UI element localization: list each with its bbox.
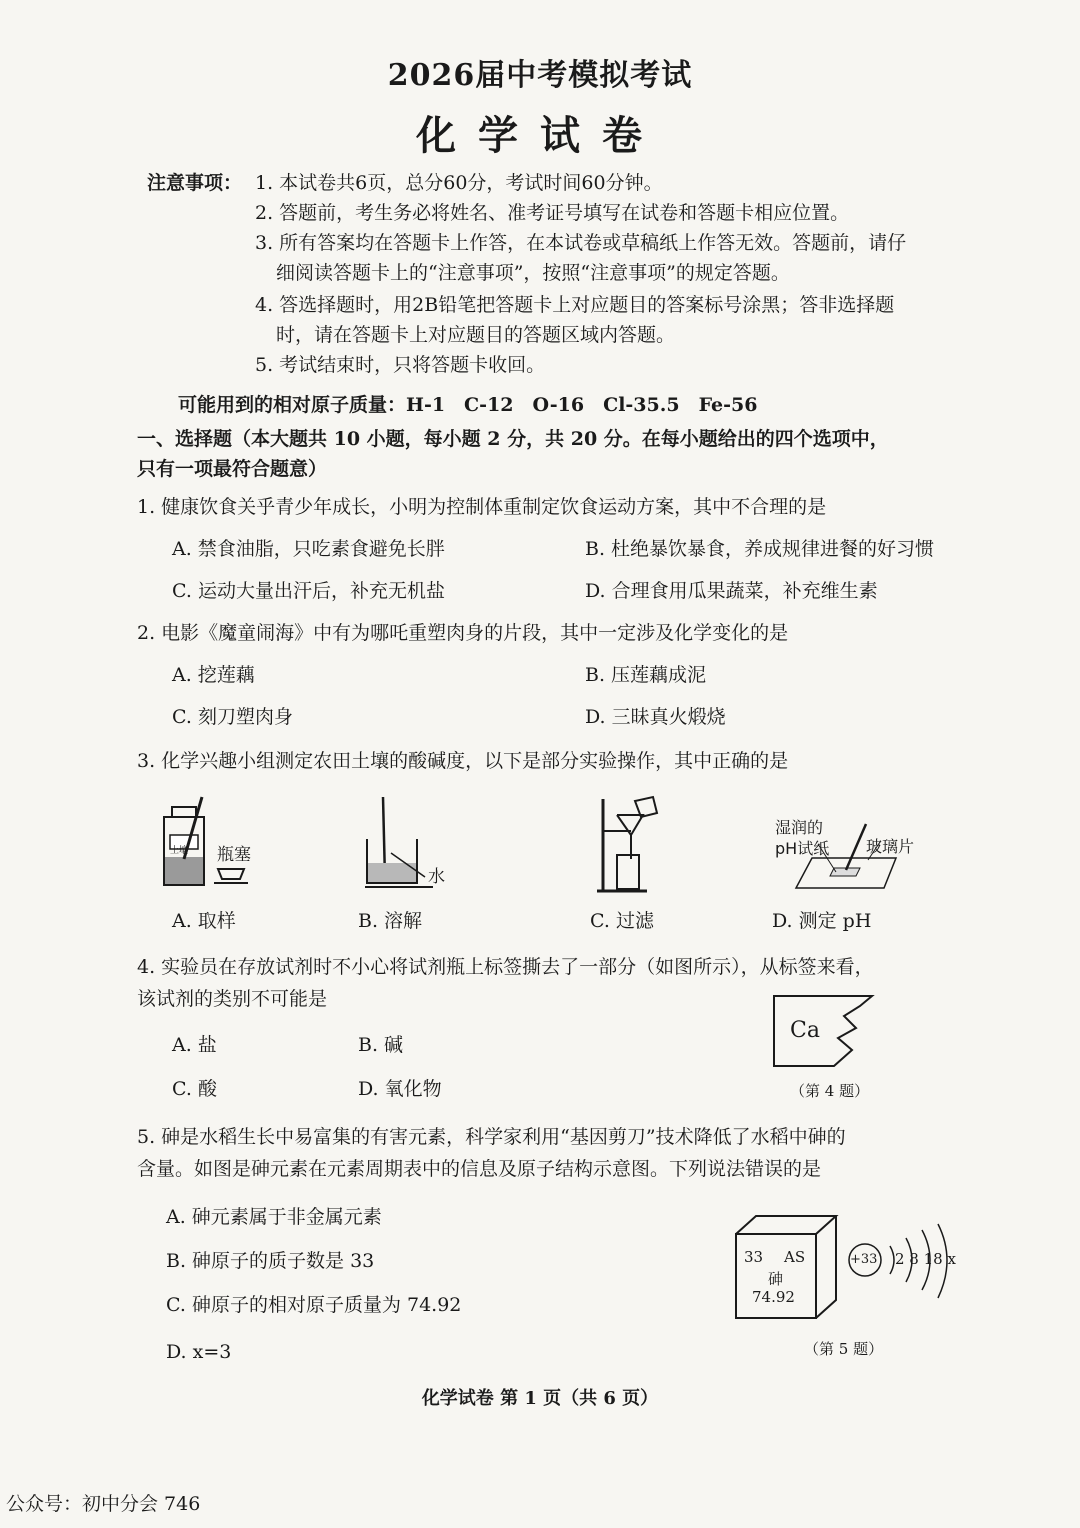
q3-fig-a-bottle-label: 土壤 xyxy=(170,846,189,856)
q2-option-a: A. 挖莲藕 xyxy=(172,664,255,686)
q5-stem: 5. 砷是水稻生长中易富集的有害元素，科学家利用“基因剪刀”技术降低了水稻中砷的 xyxy=(137,1126,846,1148)
element-symbol: AS xyxy=(784,1248,806,1266)
q3-fig-a-stopper-label: 瓶塞 xyxy=(217,845,251,865)
atomic-masses: 可能用到的相对原子质量：H-1 C-12 O-16 Cl-35.5 Fe-56 xyxy=(178,394,758,416)
section-heading-cont: 只有一项最符合题意） xyxy=(137,458,328,480)
q2-option-b: B. 压莲藕成泥 xyxy=(585,664,707,686)
notice-item-4: 4. 答选择题时，用2B铅笔把答题卡上对应题目的答案标号涂黑；答非选择题 xyxy=(255,294,895,316)
q5-option-c: C. 砷原子的相对原子质量为 74.92 xyxy=(166,1294,462,1316)
element-mass: 74.92 xyxy=(752,1288,795,1306)
element-name: 砷 xyxy=(768,1270,784,1288)
torn-label-figure xyxy=(772,994,877,1068)
q4-stem: 4. 实验员在存放试剂时不小心将试剂瓶上标签撕去了一部分（如图所示），从标签来看， xyxy=(137,956,874,978)
q1-stem: 1. 健康饮食关乎青少年成长，小明为控制体重制定饮食运动方案，其中不合理的是 xyxy=(137,496,827,518)
notice-item-2: 2. 答题前，考生务必将姓名、准考证号填写在试卷和答题卡相应位置。 xyxy=(255,202,850,224)
q4-option-c: C. 酸 xyxy=(172,1078,217,1100)
notice-item-1: 1. 本试卷共6页，总分60分，考试时间60分钟。 xyxy=(255,172,663,194)
exam-title: 2026届中考模拟考试 xyxy=(387,58,693,93)
q3-option-b: B. 溶解 xyxy=(358,910,423,932)
q4-option-d: D. 氧化物 xyxy=(358,1078,442,1100)
q5-option-a: A. 砷元素属于非金属元素 xyxy=(166,1206,382,1228)
q3-fig-d-glass-label: 玻璃片 xyxy=(866,837,915,856)
q1-option-a: A. 禁食油脂，只吃素食避免长胖 xyxy=(172,538,445,560)
watermark: 公众号：初中分会 746 xyxy=(6,1493,201,1515)
nucleus-charge: +33 xyxy=(850,1252,878,1267)
filtration-figure xyxy=(595,795,685,895)
q3-option-c: C. 过滤 xyxy=(590,910,654,932)
electron-shells: 2 8 18 x xyxy=(895,1250,956,1268)
q4-label-text: Ca xyxy=(790,1018,820,1043)
element-atomic-number: 33 xyxy=(744,1248,764,1266)
q3-fig-d-paper-label-2: pH试纸 xyxy=(775,839,830,858)
q3-option-d: D. 测定 pH xyxy=(772,910,872,932)
q4-option-b: B. 碱 xyxy=(358,1034,404,1056)
notice-label: 注意事项： xyxy=(147,172,243,194)
q5-option-b: B. 砷原子的质子数是 33 xyxy=(166,1250,375,1272)
q4-caption: （第 4 题） xyxy=(790,1082,870,1100)
notice-item-5: 5. 考试结束时，只将答题卡收回。 xyxy=(255,354,546,376)
q1-option-d: D. 合理食用瓜果蔬菜，补充维生素 xyxy=(585,580,878,602)
q3-fig-d-paper-label-1: 湿润的 xyxy=(775,818,824,837)
q4-option-a: A. 盐 xyxy=(172,1034,217,1056)
page-footer: 化学试卷 第 1 页（共 6 页） xyxy=(421,1388,659,1409)
q5-option-d: D. x=3 xyxy=(166,1341,232,1363)
section-heading: 一、选择题（本大题共 10 小题，每小题 2 分，共 20 分。在每小题给出的四个选项中， xyxy=(137,428,889,450)
q1-option-c: C. 运动大量出汗后，补充无机盐 xyxy=(172,580,445,602)
q3-stem: 3. 化学兴趣小组测定农田土壤的酸碱度，以下是部分实验操作，其中正确的是 xyxy=(137,750,789,772)
paper-subtitle: 化学试卷 xyxy=(416,112,664,159)
q1-option-b: B. 杜绝暴饮暴食，养成规律进餐的好习惯 xyxy=(585,538,935,560)
beaker-figure xyxy=(355,795,435,895)
q2-stem: 2. 电影《魔童闹海》中有为哪吒重塑肉身的片段，其中一定涉及化学变化的是 xyxy=(137,622,789,644)
notice-item-4-cont: 时，请在答题卡上对应题目的答题区域内答题。 xyxy=(276,324,676,346)
q5-stem-cont: 含量。如图是砷元素在元素周期表中的信息及原子结构示意图。下列说法错误的是 xyxy=(137,1158,822,1180)
q4-stem-cont: 该试剂的类别不可能是 xyxy=(137,988,328,1010)
q2-option-d: D. 三昧真火煅烧 xyxy=(585,706,726,728)
q3-fig-b-water-label: 水 xyxy=(428,867,445,887)
notice-item-3: 3. 所有答案均在答题卡上作答，在本试卷或草稿纸上作答无效。答题前，请仔 xyxy=(255,232,907,254)
notice-item-3-cont: 细阅读答题卡上的“注意事项”，按照“注意事项”的规定答题。 xyxy=(276,262,790,284)
q5-caption: （第 5 题） xyxy=(804,1340,884,1358)
q2-option-c: C. 刻刀塑肉身 xyxy=(172,706,293,728)
q3-option-a: A. 取样 xyxy=(172,910,236,932)
